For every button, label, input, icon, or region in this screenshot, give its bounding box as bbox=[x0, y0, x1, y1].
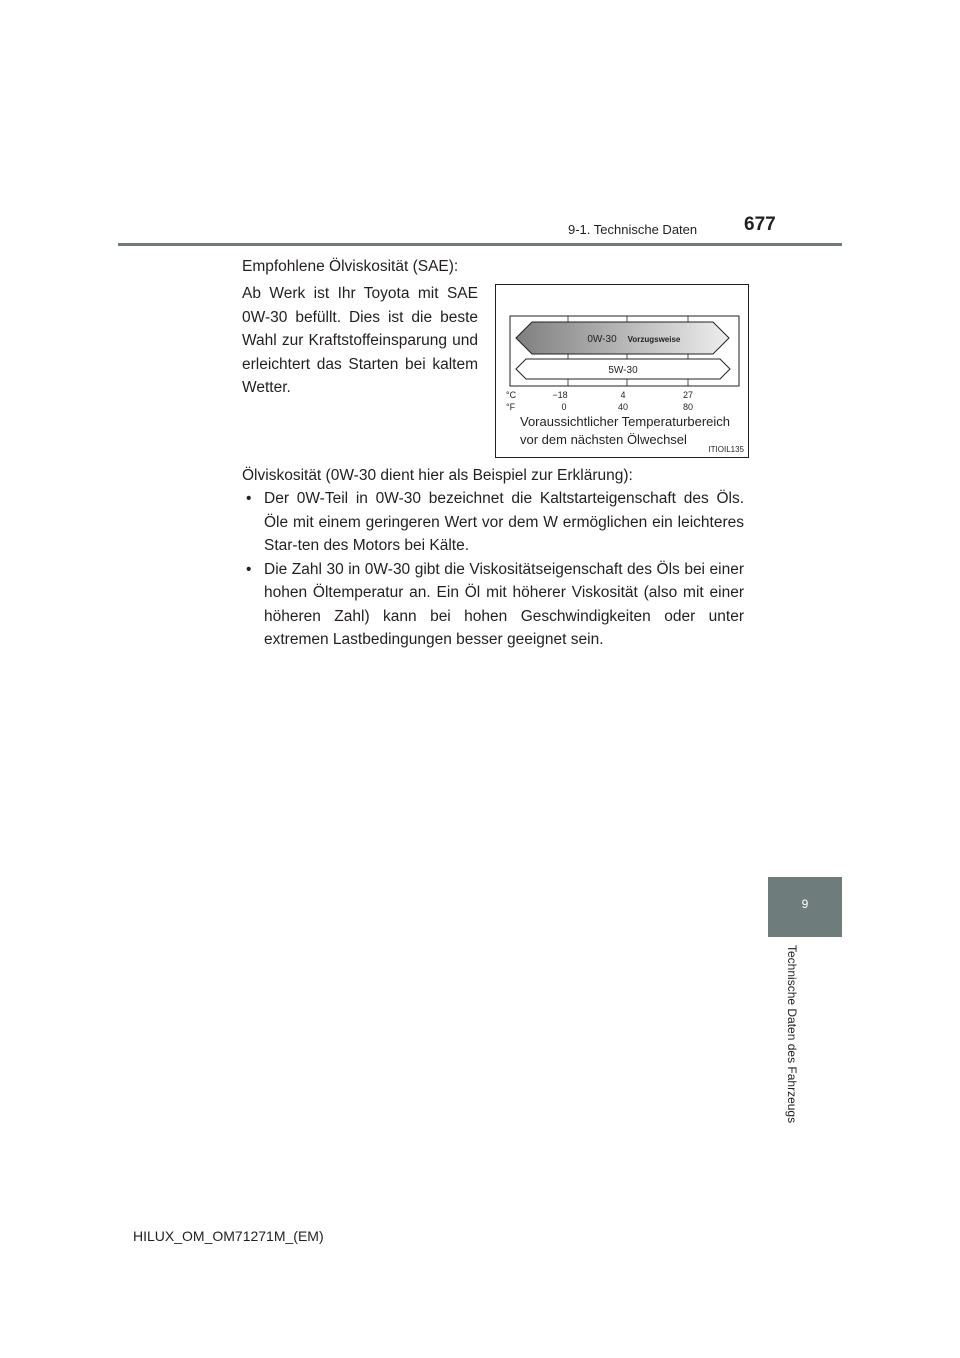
chapter-label: Technische Daten des Fahrzeugs bbox=[785, 945, 799, 1124]
bullet-text: Der 0W-Teil in 0W-30 bezeichnet die Kaltstarteigenschaft des Öls. Öle mit einem geringeren Wert vor dem W ermöglichen ein leichteres Star-ten des Motors bei Kälte. bbox=[264, 490, 744, 554]
fahrenheit-tick: 80 bbox=[682, 402, 694, 412]
bullet-list bbox=[242, 487, 744, 652]
page-number: 677 bbox=[744, 214, 776, 235]
preferred-grade-label: 0W-30 bbox=[587, 334, 617, 345]
explanation-heading: Ölviskosität (0W-30 dient hier als Beispiel zur Erklärung): bbox=[242, 467, 633, 484]
fahrenheit-unit: °F bbox=[506, 402, 516, 412]
diagram-caption bbox=[520, 413, 730, 449]
image-code: ITIOIL135 bbox=[708, 445, 744, 454]
section-title: 9-1. Technische Daten bbox=[568, 222, 698, 237]
fahrenheit-tick: 0 bbox=[561, 402, 567, 412]
chapter-tab bbox=[768, 877, 842, 937]
celsius-unit: °C bbox=[506, 390, 517, 400]
header-rule bbox=[118, 243, 842, 246]
bullet-dot: • bbox=[246, 560, 252, 578]
preferred-note-label: Vorzugsweise bbox=[627, 335, 681, 344]
list-item bbox=[242, 487, 744, 558]
manual-code: HILUX_OM_OM71271M_(EM) bbox=[133, 1228, 324, 1244]
diagram-caption-line: Voraussichtlicher Temperaturbereich bbox=[520, 414, 731, 429]
fahrenheit-tick: 40 bbox=[617, 402, 629, 412]
bullet-dot: • bbox=[246, 490, 252, 507]
viscosity-diagram bbox=[495, 284, 749, 458]
bullet-text: Die Zahl 30 in 0W-30 gibt die Viskositätseigenschaft des Öls bei einer hohen Öltemperatur an. Ein Öl mit höherer Viskosität (also mit einer höheren Zahl) kann bei hohen Geschwindigkeiten oder unter extremen Lastbedingungen besser geeignet sein. bbox=[264, 560, 744, 648]
celsius-tick: 27 bbox=[682, 390, 694, 400]
intro-paragraph: Ab Werk ist Ihr Toyota mit SAE 0W-30 befüllt. Dies ist die beste Wahl zur Kraftstoffeinsparung und erleichtert das Starten bei kaltem Wetter. bbox=[242, 285, 478, 396]
celsius-tick: −18 bbox=[552, 390, 568, 400]
chapter-number: 9 bbox=[801, 897, 809, 911]
preferred-range-arrow bbox=[516, 322, 729, 354]
intro-heading: Empfohlene Ölviskosität (SAE): bbox=[242, 258, 459, 275]
celsius-tick: 4 bbox=[620, 390, 626, 400]
diagram-caption-line: vor dem nächsten Ölwechsel bbox=[520, 432, 687, 447]
list-item bbox=[242, 558, 744, 652]
alt-grade-label: 5W-30 bbox=[608, 365, 638, 376]
